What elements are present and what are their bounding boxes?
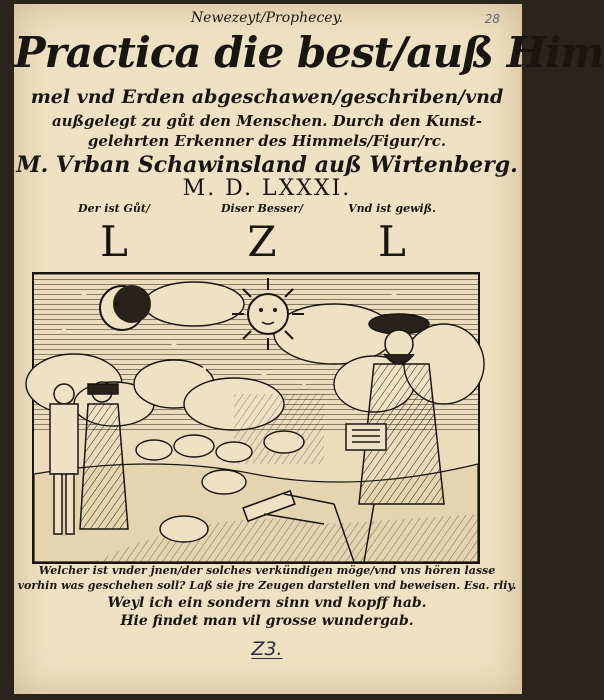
subtitle-line-1: mel vnd Erden abgeschawen/geschriben/vnd (30, 86, 504, 108)
year-line: M. D. LXXXI. (182, 176, 352, 201)
handwritten-signature-mark (14, 638, 520, 660)
subtitle-line-2: außgelegt zu gůt den Menschen. Durch den Kunst- (51, 112, 483, 130)
verdict-2 (202, 202, 322, 266)
title-page (14, 4, 604, 694)
verdict-3 (332, 202, 452, 266)
verdict-letter: L (100, 217, 128, 266)
verdict-caption: Diser Besser/ (220, 202, 304, 215)
main-title: Practica die best/auß Him (14, 28, 604, 77)
handwritten-number: Z3. (251, 638, 283, 660)
author-line: M. Vrban Schawinsland auß Wirtenberg. (16, 152, 518, 178)
bottom-text-line-4: Hie findet man vil grosse wundergab. (120, 613, 414, 629)
verdict-1 (54, 202, 174, 266)
verdict-caption: Vnd ist gewiß. (348, 202, 436, 215)
verdict-caption: Der ist Gůt/ (78, 202, 150, 215)
bottom-text-line-3: Weyl ich ein sondern sinn vnd kopff hab. (107, 595, 427, 611)
shelfmark-number: 28 (484, 12, 500, 26)
figures (50, 382, 128, 534)
subtitle-line-3: gelehrten Erkenner des Himmels/Figur/rc. (87, 132, 447, 150)
bottom-text-line-2: vorhin was geschehen soll? Laß sie jre Zeugen darstellen vnd beweisen. Esa. rliy. (17, 579, 517, 592)
verdict-letter: Z (247, 217, 277, 266)
verdict-letter: L (378, 217, 406, 266)
bottom-text-line-1: Welcher ist vnder jnen/der solches verkündigen möge/vnd vns hören lasse (38, 564, 496, 577)
woodcut-illustration (32, 272, 480, 564)
kicker-line: Newezeyt/Prophecey. (190, 10, 344, 26)
